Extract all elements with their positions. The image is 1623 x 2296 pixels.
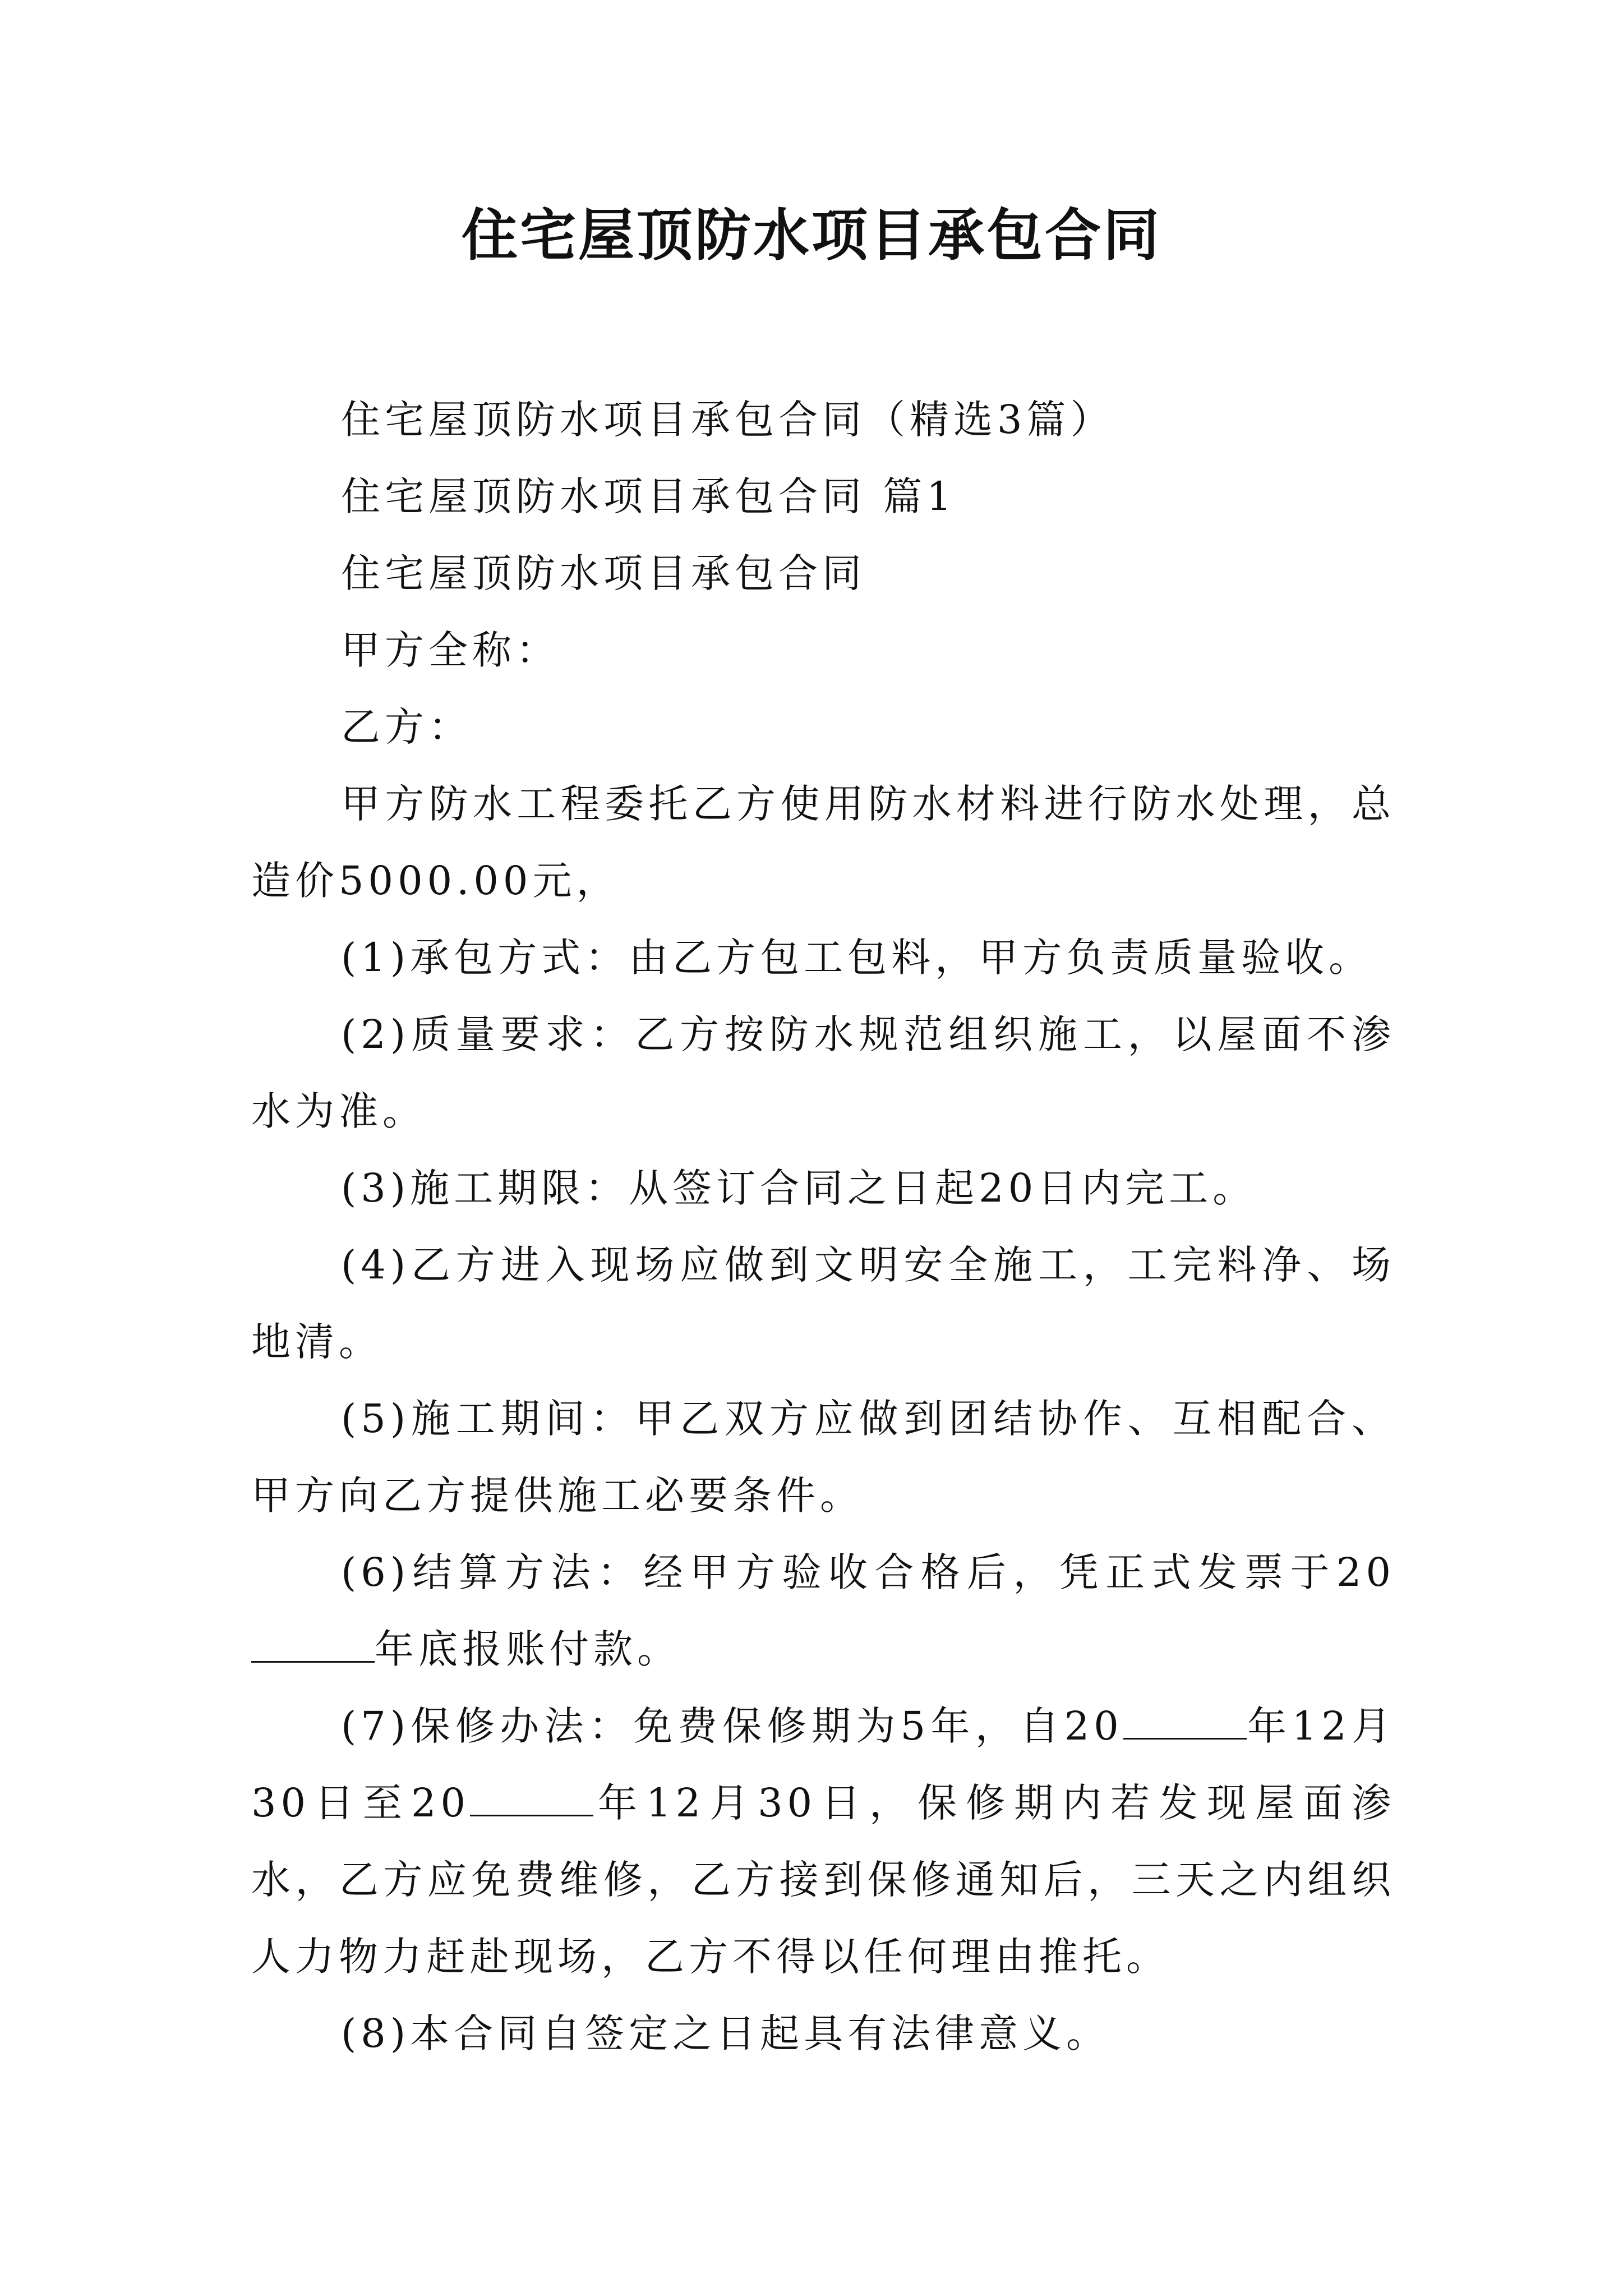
clause-6-text-start: (6)结算方法：经甲方验收合格后，凭正式发票于20 (341, 1549, 1395, 1595)
contract-intro: 甲方防水工程委托乙方使用防水材料进行防水处理，总造价5000.00元， (251, 781, 1395, 904)
contract-name: 住宅屋顶防水项目承包合同 (341, 550, 866, 596)
clause-7-text-part-3: 年12月30日，保修期内若发现屋面渗水，乙方应免费维修，乙方接到保修通知后，三天之内组织人力物力赶赴现场，乙方不得以任何理由推托。 (251, 1780, 1395, 1980)
section-heading: 住宅屋顶防水项目承包合同 篇1 (341, 473, 956, 519)
clause-6-text-end: 年底报账付款。 (375, 1626, 681, 1672)
clause-3: (3)施工期限：从签订合同之日起20日内完工。 (341, 1165, 1257, 1211)
clause-8: (8)本合同自签定之日起具有法律意义。 (341, 2010, 1110, 2056)
clause-7-text-part-2: 年12月30日至20 (251, 1703, 1395, 1826)
clause-4: (4)乙方进入现场应做到文明安全施工，工完料净、场地清。 (251, 1242, 1395, 1365)
clause-2: (2)质量要求：乙方按防水规范组织施工，以屋面不渗水为准。 (251, 1011, 1395, 1134)
clause-5: (5)施工期间：甲乙双方应做到团结协作、互相配合、甲方向乙方提供施工必要条件。 (251, 1396, 1395, 1519)
clause-7 (251, 1688, 1395, 1995)
subtitle-selection: 住宅屋顶防水项目承包合同（精选3篇） (341, 397, 1114, 443)
clause-7-text-part-1: (7)保修办法：免费保修期为5年，自20 (341, 1703, 1123, 1749)
clause-1: (1)承包方式：由乙方包工包料，甲方负责质量验收。 (341, 935, 1373, 981)
document-body (251, 381, 1395, 2072)
start-year-blank (1123, 1705, 1247, 1740)
party-b-line: 乙方： (341, 704, 472, 750)
end-year-blank (470, 1782, 593, 1816)
party-a-line: 甲方全称： (341, 627, 560, 673)
clause-6 (251, 1534, 1395, 1688)
document-title: 住宅屋顶防水项目承包合同 (462, 203, 1161, 268)
year-blank (251, 1628, 375, 1663)
